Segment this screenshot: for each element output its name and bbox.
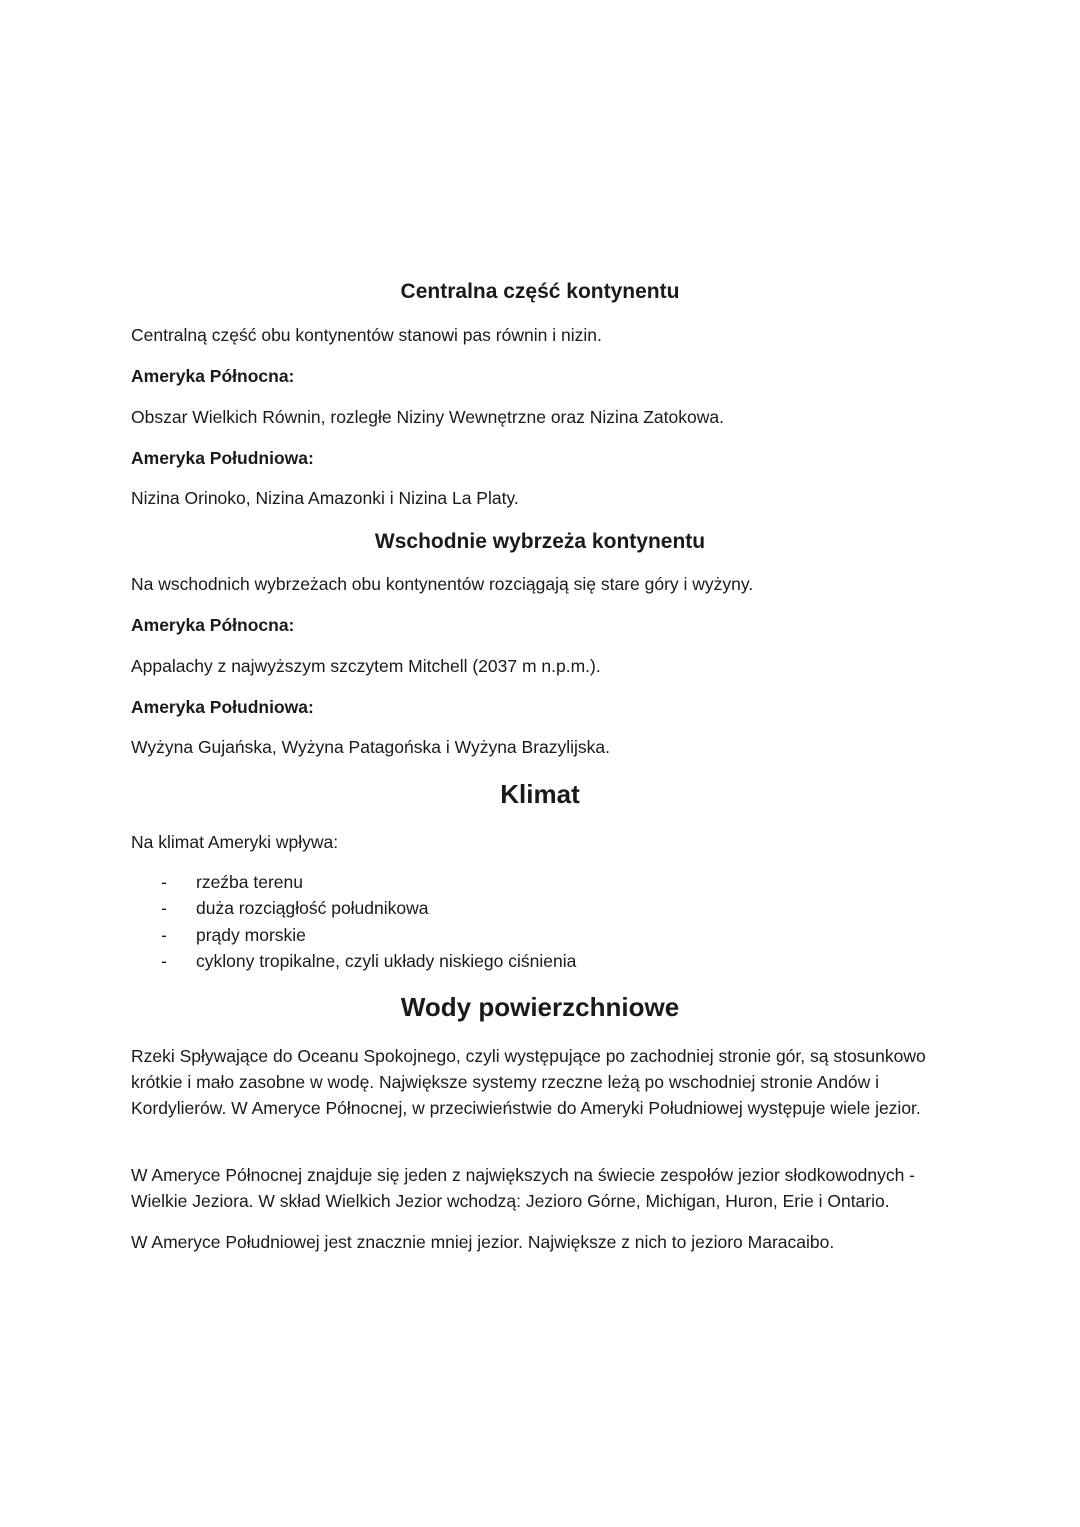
- central-south-text: Nizina Orinoko, Nizina Amazonki i Nizina La Platy.: [131, 488, 519, 508]
- list-item: [131, 869, 831, 895]
- list-item-text: cyklony tropikalne, czyli układy niskiego ciśnienia: [196, 950, 577, 971]
- east-south-label: Ameryka Południowa:: [131, 697, 314, 717]
- central-north-label: Ameryka Północna:: [131, 366, 295, 386]
- central-intro: Centralną część obu kontynentów stanowi pas równin i nizin.: [131, 325, 602, 345]
- waters-paragraph-1: Rzeki Spływające do Oceanu Spokojnego, czyli występujące po zachodniej stronie gór, są stosunkowo krótkie i mało zasobne w wodę. Największe systemy rzeczne leżą po wschodniej stronie Andów i Kordylierów. W Ameryce Północnej, w przeciwieństwie do Ameryki Południowej występuje wiele jezior.: [131, 1046, 926, 1118]
- bullet-dash: -: [161, 872, 167, 892]
- bullet-dash: -: [161, 898, 167, 919]
- east-north-text: Appalachy z najwyższym szczytem Mitchell (2037 m n.p.m.).: [131, 656, 601, 676]
- waters-paragraph-2: W Ameryce Północnej znajduje się jeden z największych na świecie zespołów jezior słodkowodnych - Wielkie Jeziora. W skład Wielkich Jezior wchodzą: Jezioro Górne, Michigan, Huron, Erie i Ontario.: [131, 1165, 915, 1211]
- central-south-label: Ameryka Południowa:: [131, 448, 314, 468]
- list-item: [131, 922, 831, 948]
- list-item-text: duża rozciągłość południkowa: [196, 898, 429, 919]
- waters-paragraph-3: W Ameryce Południowej jest znacznie mniej jezior. Największe z nich to jezioro Maracaibo.: [131, 1232, 835, 1252]
- climate-intro: Na klimat Ameryki wpływa:: [131, 832, 339, 852]
- east-north-label: Ameryka Północna:: [131, 615, 295, 635]
- east-south-text: Wyżyna Gujańska, Wyżyna Patagońska i Wyżyna Brazylijska.: [131, 737, 611, 757]
- list-item: [131, 948, 831, 974]
- list-item: [131, 895, 831, 921]
- heading-east: Wschodnie wybrzeża kontynentu: [374, 530, 706, 553]
- list-item-text: rzeźba terenu: [196, 872, 304, 892]
- heading-waters: Wody powierzchniowe: [400, 992, 680, 1022]
- heading-climate: Klimat: [500, 779, 580, 809]
- bullet-dash: -: [161, 924, 167, 945]
- central-north-text: Obszar Wielkich Równin, rozległe Niziny Wewnętrzne oraz Nizina Zatokowa.: [131, 407, 724, 427]
- heading-central: Centralna część kontynentu: [400, 280, 680, 303]
- bullet-dash: -: [161, 950, 167, 971]
- climate-factors-list: [131, 869, 831, 974]
- list-item-text: prądy morskie: [196, 924, 306, 945]
- east-intro: Na wschodnich wybrzeżach obu kontynentów rozciągają się stare góry i wyżyny.: [131, 574, 754, 594]
